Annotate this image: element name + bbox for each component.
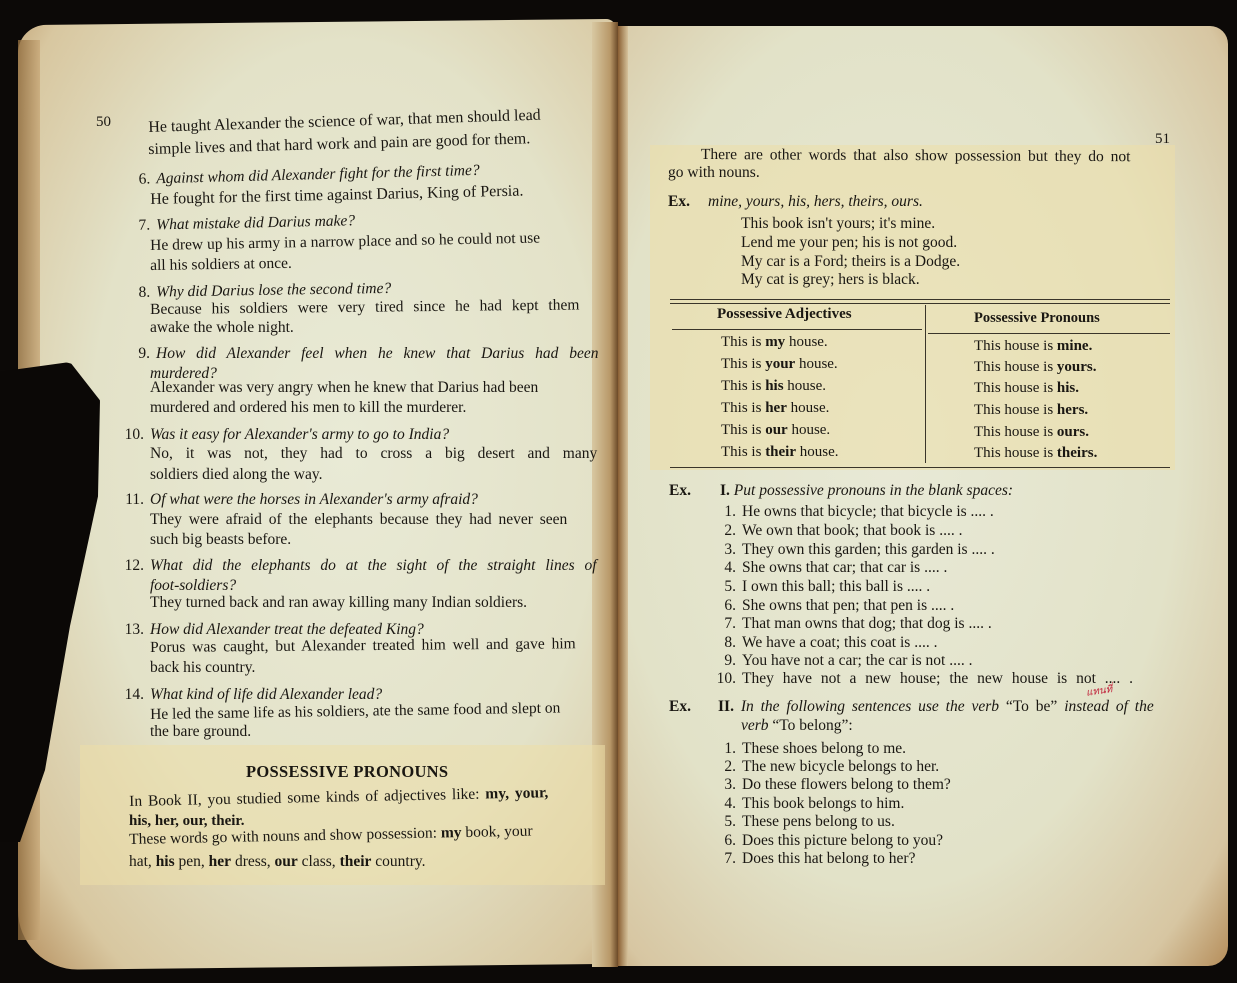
- table-cell-adjective: This is your house.: [721, 356, 838, 372]
- answer-11: such big beasts before.: [150, 531, 292, 548]
- table-cell-pronoun: This house is ours.: [974, 424, 1090, 440]
- example-sentence: My car is a Ford; theirs is a Dodge.: [741, 253, 961, 270]
- handwritten-annotation: แทนที่: [1085, 684, 1114, 699]
- exercise-1-instruction: I. Put possessive pronouns in the blank spaces:: [720, 482, 1014, 499]
- table-cell-adjective: This is my house.: [721, 334, 828, 350]
- answer-10: soldiers died along the way.: [150, 466, 323, 483]
- table-top-rule: [670, 299, 1170, 300]
- exercise-item: 3. Do these flowers belong to them?: [724, 776, 951, 793]
- exercise-item: 8. We have a coat; this coat is .... .: [724, 634, 938, 651]
- question-6: 6. Against whom did Alexander fight for the first time?: [138, 161, 480, 188]
- example-label: Ex.: [668, 193, 690, 210]
- example-words: mine, yours, his, hers, theirs, ours.: [708, 193, 923, 210]
- answer-12: They turned back and ran away killing many Indian soldiers.: [150, 594, 528, 611]
- table-header-pronouns: Possessive Pronouns: [974, 310, 1100, 326]
- exercise-item: 3. They own this garden; this garden is .... .: [724, 541, 995, 558]
- exercise-item: 1. These shoes belong to me.: [724, 740, 907, 757]
- answer-13: Porus was caught, but Alexander treated him well and gave him: [150, 635, 576, 656]
- exercise-item: 6. Does this picture belong to you?: [724, 832, 944, 849]
- section-heading: POSSESSIVE PRONOUNS: [246, 762, 449, 781]
- exercise-item: 7. That man owns that dog; that dog is .... .: [724, 615, 992, 632]
- answer-7: all his soldiers at once.: [150, 254, 292, 274]
- section-paragraph-line: In Book II, you studied some kinds of adjectives like: my, your,: [129, 784, 549, 810]
- question-10: 10. Was it easy for Alexander's army to go to India?: [124, 426, 450, 443]
- table-cell-pronoun: This house is yours.: [974, 359, 1097, 375]
- table-cell-adjective: This is their house.: [721, 444, 839, 460]
- table-cell-pronoun: This house is his.: [974, 380, 1080, 396]
- table-cell-pronoun: This house is mine.: [974, 338, 1093, 354]
- answer-6: He fought for the first time against Darius, King of Persia.: [150, 182, 524, 208]
- exercise-item: 9. You have not a car; the car is not .... .: [724, 652, 973, 669]
- answer-14: He led the same life as his soldiers, ate the same food and slept on: [150, 699, 561, 723]
- continuation-line: He taught Alexander the science of war, that men should lead: [148, 106, 541, 136]
- exercise-item: 6. She owns that pen; that pen is .... .: [724, 597, 955, 614]
- exercise-1-label: Ex.: [669, 482, 691, 499]
- exercise-item: 4. She owns that car; that car is .... .: [724, 559, 948, 576]
- exercise-2-instruction-cont: verb “To belong”:: [741, 717, 853, 734]
- exercise-item: 2. We own that book; that book is .... .: [724, 522, 963, 539]
- example-sentence: My cat is grey; hers is black.: [741, 271, 920, 288]
- question-7: 7. What mistake did Darius make?: [138, 212, 356, 234]
- exercise-item: 1. He owns that bicycle; that bicycle is .... .: [724, 503, 994, 520]
- exercise-item: 10. They have not a new house; the new house is not .... .: [716, 670, 1134, 687]
- continuation-line: simple lives and that hard work and pain are good for them.: [148, 130, 531, 158]
- table-cell-pronoun: This house is theirs.: [974, 445, 1098, 461]
- question-8: 8. Why did Darius lose the second time?: [138, 279, 392, 301]
- table-top-rule: [670, 303, 1170, 304]
- table-column-divider: [925, 305, 926, 463]
- answer-13: back his country.: [150, 659, 256, 676]
- table-cell-pronoun: This house is hers.: [974, 402, 1089, 418]
- exercise-item: 4. This book belongs to him.: [724, 795, 905, 812]
- book-gutter-right: [618, 26, 628, 966]
- table-header-rule: [672, 329, 922, 330]
- page-number-left: 50: [96, 114, 111, 130]
- table-cell-adjective: This is our house.: [721, 422, 831, 438]
- answer-10: No, it was not, they had to cross a big desert and many: [150, 445, 598, 462]
- intro-line: go with nouns.: [668, 164, 760, 181]
- answer-7: He drew up his army in a narrow place and so he could not use: [150, 229, 541, 254]
- table-header-rule: [928, 333, 1170, 334]
- question-13: 13. How did Alexander treat the defeated King?: [124, 621, 424, 638]
- exercise-item: 7. Does this hat belong to her?: [724, 850, 916, 867]
- example-sentence: Lend me your pen; his is not good.: [741, 234, 958, 251]
- answer-14: the bare ground.: [150, 723, 252, 740]
- question-12-cont: foot-soldiers?: [150, 577, 237, 594]
- question-11: 11. Of what were the horses in Alexander's army afraid?: [125, 491, 478, 508]
- page-number-right: 51: [1155, 131, 1170, 147]
- example-sentence: This book isn't yours; it's mine.: [741, 215, 936, 232]
- exercise-item: 2. The new bicycle belongs to her.: [724, 758, 940, 775]
- answer-9: Alexander was very angry when he knew that Darius had been: [150, 379, 539, 396]
- exercise-2-label: Ex.: [669, 698, 691, 715]
- table-cell-adjective: This is his house.: [721, 378, 827, 394]
- table-cell-adjective: This is her house.: [721, 400, 830, 416]
- question-9-cont: murdered?: [150, 365, 217, 382]
- table-bottom-rule: [670, 467, 1170, 468]
- exercise-2-instruction: II. In the following sentences use the verb “To be” instead of the: [718, 698, 1154, 715]
- question-9: 9. How did Alexander feel when he knew that Darius had been: [138, 345, 599, 362]
- exercise-item: 5. I own this ball; this ball is .... .: [724, 578, 931, 595]
- section-paragraph-line: his, her, our, their.: [129, 813, 245, 829]
- answer-8: awake the whole night.: [150, 319, 294, 336]
- question-14: 14. What kind of life did Alexander lead?: [124, 686, 383, 703]
- intro-line: There are other words that also show possession but they do not: [700, 145, 1131, 166]
- question-12: 12. What did the elephants do at the sight of the straight lines of: [124, 557, 597, 574]
- answer-8: Because his soldiers were very tired since he had kept them: [150, 296, 580, 318]
- section-paragraph-line: hat, his pen, her dress, our class, their country.: [129, 853, 426, 870]
- section-paragraph-line: These words go with nouns and show possession: my book, your: [129, 822, 533, 848]
- answer-9: murdered and ordered his men to kill the murderer.: [150, 399, 467, 416]
- table-header-adjectives: Possessive Adjectives: [717, 306, 852, 322]
- exercise-item: 5. These pens belong to us.: [724, 813, 895, 830]
- answer-11: They were afraid of the elephants because they had never seen: [150, 511, 568, 528]
